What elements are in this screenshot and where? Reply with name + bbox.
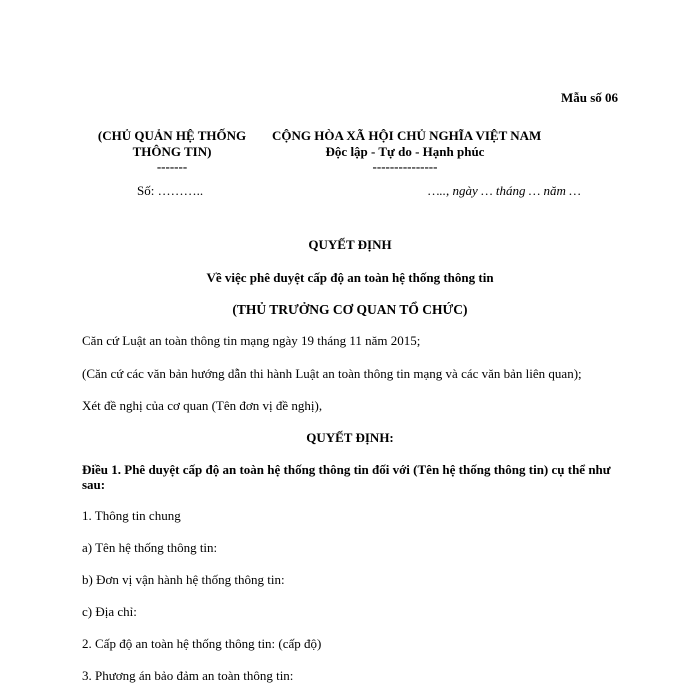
form-number: Mẫu số 06 — [560, 90, 618, 105]
organization-name-line1: (CHỦ QUẢN HỆ THỐNG — [97, 128, 247, 143]
document-number: Số: ……….. — [137, 183, 204, 198]
decision-authority: (THỦ TRƯỞNG CƠ QUAN TỔ CHỨC) — [232, 302, 468, 317]
national-header-block — [272, 128, 542, 174]
issuing-organization-block — [82, 128, 262, 174]
right-separator: --------------- — [372, 159, 438, 174]
article-1: Điều 1. Phê duyệt cấp độ an toàn hệ thống thông tin đối với (Tên hệ thống thông tin) cụ thể như sau: — [82, 462, 611, 492]
item-address: c) Địa chỉ: — [82, 604, 137, 619]
organization-name-line2: THÔNG TIN) — [132, 144, 212, 159]
item-system-name: a) Tên hệ thống thông tin: — [82, 540, 218, 555]
decides-heading: QUYẾT ĐỊNH: — [306, 430, 394, 445]
country-name: CỘNG HÒA XÃ HỘI CHỦ NGHĨA VIỆT NAM — [272, 128, 542, 143]
left-separator: ------- — [156, 159, 188, 174]
preamble-proposal: Xét đề nghị của cơ quan (Tên đơn vị đề nghị), — [82, 398, 323, 413]
decision-subject: Về việc phê duyệt cấp độ an toàn hệ thống thông tin — [206, 270, 494, 285]
item-security-plan: 3. Phương án bảo đảm an toàn thông tin: — [82, 668, 294, 683]
item-general-info: 1. Thông tin chung — [82, 508, 181, 523]
item-security-level: 2. Cấp độ an toàn hệ thống thông tin: (cấp độ) — [82, 636, 322, 651]
preamble-legal-basis: Căn cứ Luật an toàn thông tin mạng ngày 19 tháng 11 năm 2015; — [82, 333, 421, 348]
document-date: ….., ngày … tháng … năm … — [428, 183, 581, 198]
preamble-guidance-basis: (Căn cứ các văn bản hướng dẫn thi hành Luật an toàn thông tin mạng và các văn bản liên quan); — [82, 366, 582, 381]
national-motto: Độc lập - Tự do - Hạnh phúc — [325, 144, 485, 159]
item-operating-unit: b) Đơn vị vận hành hệ thống thông tin: — [82, 572, 285, 587]
decision-title: QUYẾT ĐỊNH — [308, 237, 392, 252]
